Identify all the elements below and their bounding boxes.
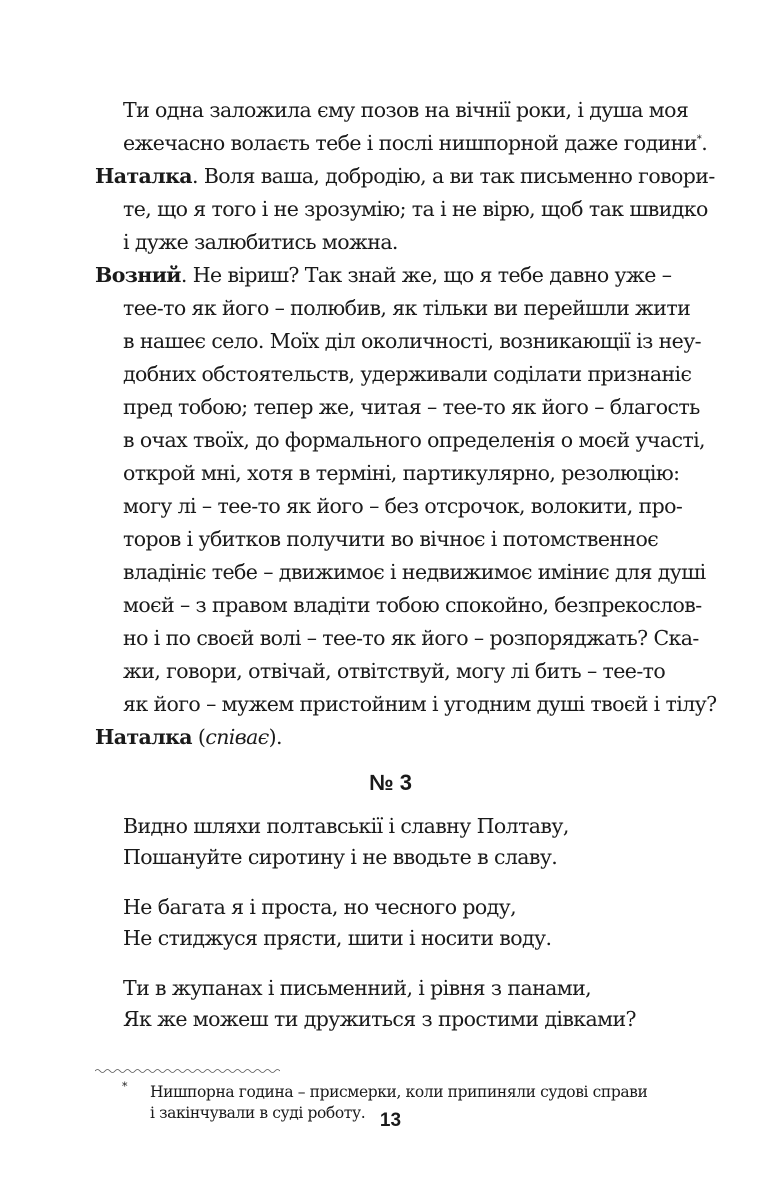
text-line	[123, 392, 700, 422]
line-text: в нашеє село. Моїх діл околичності, возникающії із неу-	[123, 329, 701, 353]
text-line	[123, 557, 706, 587]
footnote-line: і закінчували в суді роботу.	[150, 1104, 366, 1122]
footnote-rule	[95, 1068, 280, 1074]
footnote-ref[interactable]: *	[696, 134, 702, 145]
text-line	[123, 689, 717, 719]
text-line	[123, 590, 702, 620]
song-heading: № 3	[369, 770, 412, 795]
verse-line: Пошануйте сиротину і не вводьте в славу.	[123, 845, 558, 869]
text-line	[123, 524, 658, 554]
line-text: торов і убитков получити во вічноє і потомственноє	[123, 527, 659, 551]
footnote-line: Нишпорна година – присмерки, коли припиняли судові справи	[150, 1083, 648, 1101]
text-line	[123, 458, 679, 488]
verse-line: Видно шляхи полтавськії і славну Полтаву,	[123, 814, 569, 838]
line-text: ежечасно волаєть тебе і послі нишпорной даже години	[123, 131, 697, 155]
text-line	[123, 194, 708, 224]
line-text: могу лі – тее-то як його – без отсрочок, волокити, про-	[123, 494, 683, 518]
line-text: пред тобою; тепер же, читая – тее-то як його – благость	[123, 395, 700, 419]
speaker-line	[95, 161, 715, 191]
text-line	[123, 491, 682, 521]
line-text: в очах твоїх, до формального определенія о моєй участі,	[123, 428, 705, 452]
line-text: . Воля ваша, добродію, а ви так письменно говори-	[191, 164, 715, 188]
footnote-marker: *	[122, 1080, 128, 1093]
stage-direction: співає	[205, 725, 269, 749]
text-line	[123, 95, 688, 125]
text-line	[123, 128, 707, 158]
line-text: добних обстоятельств, удерживали соділати признаніє	[123, 362, 692, 386]
line-text: моєй – з правом владіти тобою спокойно, безпрекослов-	[123, 593, 702, 617]
text-line	[123, 293, 690, 323]
line-text: .	[701, 131, 708, 155]
line-text: як його – мужем пристойним і угодним душі твоєй і тілу?	[123, 692, 717, 716]
speaker-line	[95, 722, 282, 752]
line-text: тее-то як його – полюбив, як тільки ви перейшли жити	[123, 296, 691, 320]
text-line	[123, 359, 691, 389]
line-text: владініє тебе – движимоє і недвижимоє иміниє для душі	[123, 560, 706, 584]
line-text: і дуже залюбитись можна.	[123, 230, 398, 254]
text-line	[123, 227, 398, 257]
line-text: но і по своєй волі – тее-то як його – розпоряджать? Ска-	[123, 626, 699, 650]
speaker-name: Наталка	[95, 164, 192, 188]
text-line	[123, 656, 665, 686]
speaker-name: Возний	[95, 263, 181, 287]
page-number: 13	[379, 1110, 402, 1131]
text-line	[123, 425, 705, 455]
verse-line: Як же можеш ти дружиться з простими дівками?	[123, 1007, 636, 1031]
line-text: жи, говори, отвічай, отвітствуй, могу лі бить – тее-то	[123, 659, 666, 683]
verse-line: Не багата я і проста, но чесного роду,	[123, 895, 517, 919]
text-line	[123, 623, 699, 653]
verse-line: Ти в жупанах і письменний, і рівня з панами,	[123, 976, 592, 1000]
line-text: те, що я того і не зрозумію; та і не вірю, щоб так швидко	[123, 197, 708, 221]
text-line	[123, 326, 701, 356]
line-text: открой мні, хотя в терміні, партикулярно, резолюцію:	[123, 461, 680, 485]
speaker-line	[95, 260, 671, 290]
line-text: ).	[268, 725, 282, 749]
verse-line: Не стиджуся прясти, шити і носити воду.	[123, 926, 552, 950]
line-text: (	[191, 725, 206, 749]
line-text: Ти одна заложила єму позов на вічнії роки, і душа моя	[123, 98, 689, 122]
line-text: . Не віриш? Так знай же, що я тебе давно уже –	[180, 263, 672, 287]
speaker-name: Наталка	[95, 725, 192, 749]
